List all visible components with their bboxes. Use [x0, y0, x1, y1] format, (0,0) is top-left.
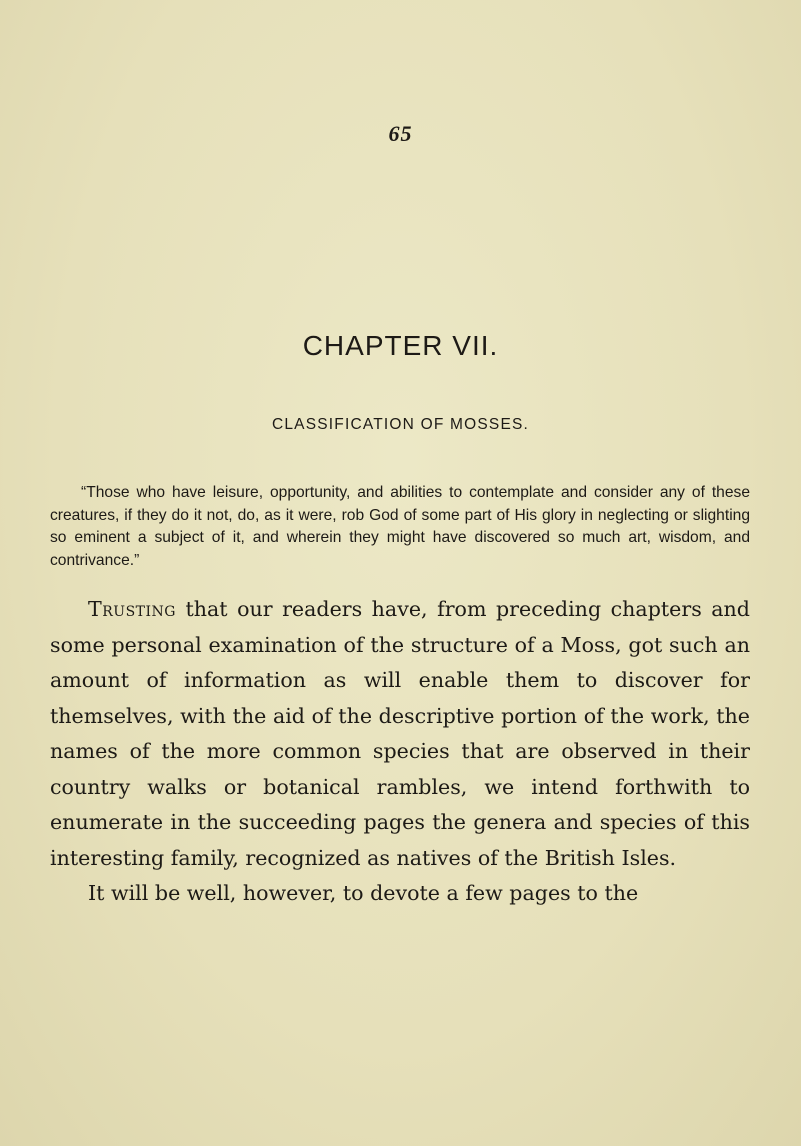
chapter-title: CHAPTER VII. — [302, 330, 499, 361]
epigraph-quote: “Those who have leisure, opportunity, and abilities to contemplate and consider any of these creatures, if they do it not, do, as it were, rob God of some part of His glory in neglecting or slighting so eminent a subject of it, and wherein they might have discovered so much art, wisdom, and contrivance.” — [50, 484, 750, 569]
paragraph: It will be well, however, to devote a few pages to the — [88, 881, 639, 905]
page-number: 65 — [388, 121, 413, 146]
section-title: CLASSIFICATION OF MOSSES. — [271, 416, 530, 433]
body-text — [50, 592, 750, 912]
paragraph-text: that our readers have, from preceding chapters and some personal examination of the structure of a Moss, got such an amount of information as will enable them to discover for themselves, with the aid of the descriptive portion of the work, the names of the more common species that are observed in their country walks or botanical rambles, we intend forthwith to enumerate in the succeeding pages the genera and species of this interesting family, recognized as natives of the British Isles. — [50, 597, 750, 870]
paragraph — [50, 592, 750, 876]
paragraph-lead-word: Trusting — [88, 597, 176, 621]
